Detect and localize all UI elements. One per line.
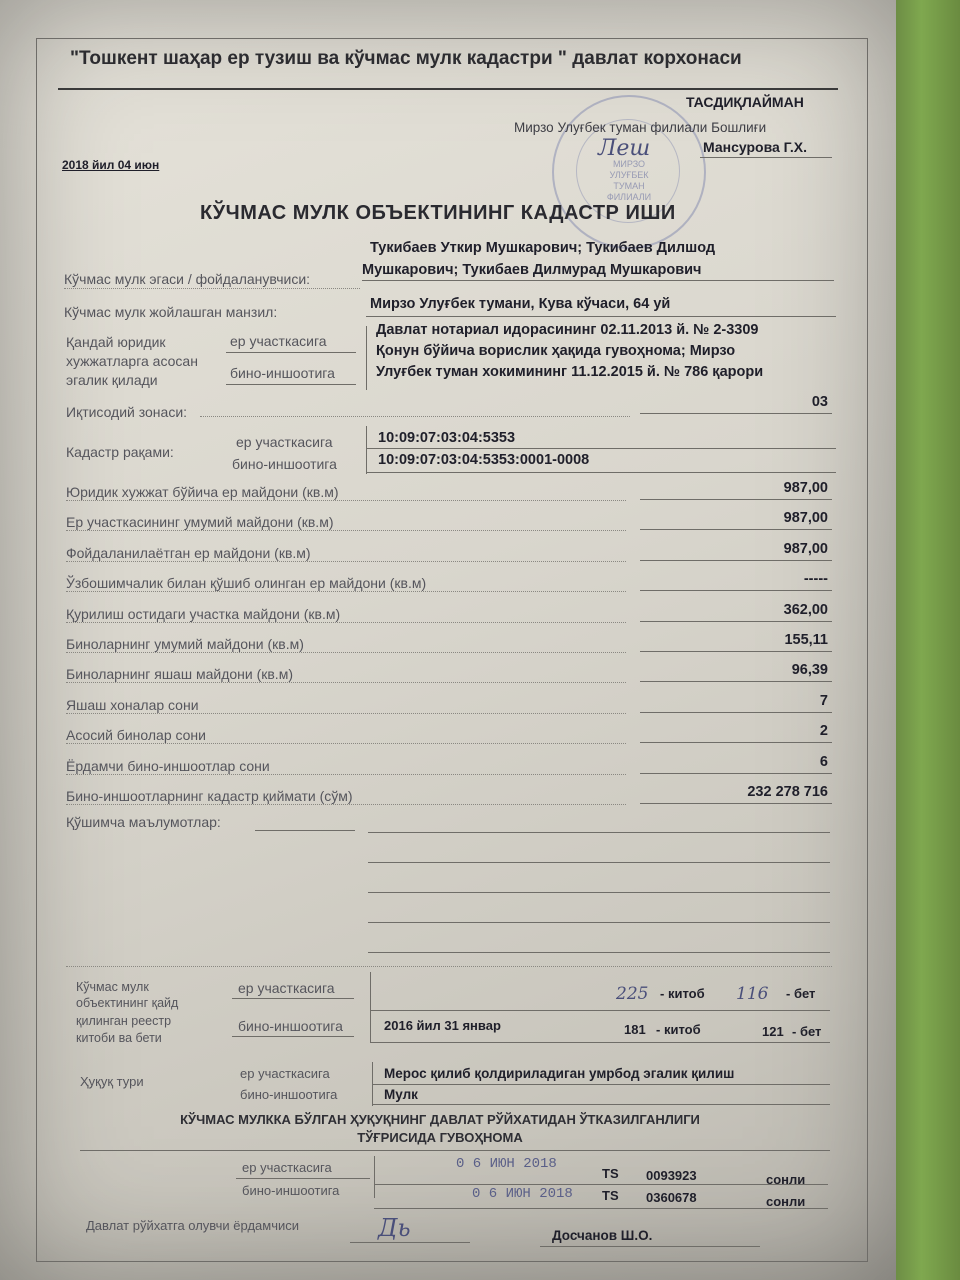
certificate-land-number: 0093923 [646,1168,697,1183]
legal-docs-label-3: эгалик қилади [66,372,158,388]
document-date: 2018 йил 04 июн [62,158,160,172]
additional-info-label: Қўшимча маълумотлар: [66,814,221,830]
row-value: 987,00 [783,510,828,526]
row-leader [66,774,626,775]
row-label: Ўзбошимчалик билан қўшиб олинган ер майдони (кв.м) [66,575,427,591]
registry-building-page-label: - бет [792,1024,822,1039]
row-label: Яшаш хоналар сони [66,697,199,713]
seal-text: МИРЗО УЛУҒБЕК ТУМАН ФИЛИАЛИ [606,159,652,202]
approver-title: Мирзо Улуғбек туман филиали Бошлиғи [514,120,767,135]
row-label: Асосий бинолар сони [66,727,206,743]
certificate-building-series: TS [602,1188,619,1203]
row-label: Юридик хужжат бўйича ер майдони (кв.м) [66,484,339,500]
registry-label-2: объектининг қайд [76,996,179,1010]
row-value: 6 [819,754,828,770]
background-folder [896,0,960,1280]
legal-docs-line-3: Улуғбек туман хокимининг 11.12.2015 й. № 786 қарори [376,364,764,380]
row-value: 96,39 [791,662,828,678]
row-value: ----- [803,571,828,587]
certificate-title-2: ТЎҒРИСИДА ГУВОҲНОМА [357,1130,523,1145]
row-underline [640,499,832,500]
right-type-label: Ҳуқуқ тури [80,1074,144,1089]
certificate-title-1: КЎЧМАС МУЛККА БЎЛГАН ҲУҚУҚНИНГ ДАВЛАТ РЎЙХАТИДАН ЎТКАЗИЛГАНЛИГИ [180,1112,700,1127]
address-label: Кўчмас мулк жойлашган манзил: [64,304,278,320]
owner-line-1: Тукибаев Уткир Мушкарович; Тукибаев Дилшод [370,240,716,256]
document-title: КЎЧМАС МУЛК ОБЪЕКТИНИНГ КАДАСТР ИШИ [200,202,676,224]
row-label: Биноларнинг умумий майдони (кв.м) [66,636,304,652]
row-underline [640,560,832,561]
legal-docs-line-1: Давлат нотариал идорасининг 02.11.2013 й. № 2-3309 [376,322,759,338]
legal-docs-sub-land: ер участкасига [230,333,327,349]
row-underline [640,590,832,591]
registrar-name: Досчанов Ш.О. [552,1228,653,1243]
signature-approver: Леш [598,136,651,161]
certificate-land-suffix: сонли [766,1172,806,1187]
registry-sub-building: бино-иншоотига [238,1018,343,1034]
approver-name: Мансурова Г.Х. [703,139,807,155]
registry-building-book: 181 [624,1022,646,1037]
cadastre-sub-land: ер участкасига [236,434,333,450]
cadastre-sub-building: бино-иншоотига [232,456,337,472]
row-leader [66,622,626,623]
row-underline [640,651,832,652]
legal-docs-label-2: хужжатларга асосан [66,353,198,369]
row-leader [66,713,626,714]
economic-zone-label: Иқтисодий зонаси: [66,404,188,420]
header-divider [58,88,838,90]
registry-land-book: 225 [616,984,649,1004]
certificate-sub-land: ер участкасига [242,1160,332,1175]
owner-line-2: Мушкарович; Тукибаев Дилмурад Мушкарович [362,262,702,278]
registry-building-date: 2016 йил 31 январ [384,1018,501,1033]
registrar-signature: Дь [378,1214,411,1242]
row-value: 7 [819,693,828,709]
certificate-land-series: TS [602,1166,619,1181]
row-underline [640,742,832,743]
certificate-land-date: 0 6 ИЮН 2018 [456,1156,557,1172]
registry-land-book-label: - китоб [660,986,705,1001]
row-value: 362,00 [783,602,828,618]
right-type-building-value: Мулк [384,1087,418,1102]
registry-label-3: қилинган реестр [76,1014,172,1028]
cadastre-land-value: 10:09:07:03:04:5353 [378,430,516,446]
registry-building-page: 121 [762,1024,784,1039]
row-underline [640,712,832,713]
row-underline [640,621,832,622]
row-value: 232 278 716 [747,784,828,800]
row-value: 987,00 [783,480,828,496]
registry-building-book-label: - китоб [656,1022,701,1037]
row-underline [640,773,832,774]
cadastre-building-value: 10:09:07:03:04:5353:0001-0008 [378,452,590,468]
registry-land-page-label: - бет [786,986,816,1001]
registrar-label: Давлат рўйхатга олувчи ёрдамчиси [86,1218,299,1233]
certificate-building-number: 0360678 [646,1190,697,1205]
certificate-building-suffix: сонли [766,1194,806,1209]
row-leader [66,804,626,805]
row-leader [66,561,626,562]
row-leader [66,682,626,683]
legal-docs-sub-building: бино-иншоотига [230,365,335,381]
row-value: 987,00 [783,541,828,557]
economic-zone-value: 03 [811,394,828,410]
right-type-land-value: Мерос қилиб қолдириладиган умрбод эгалик қилиш [384,1066,735,1081]
owner-label: Кўчмас мулк эгаси / фойдаланувчиси: [64,271,311,287]
row-underline [640,803,832,804]
row-label: Биноларнинг яшаш майдони (кв.м) [66,666,293,682]
row-label: Бино-иншоотларнинг кадастр қиймати (сўм) [66,788,353,804]
row-label: Қурилиш остидаги участка майдони (кв.м) [66,606,341,622]
address-value: Мирзо Улуғбек тумани, Кува кўчаси, 64 уй [370,296,671,312]
certificate-building-date: 0 6 ИЮН 2018 [472,1186,573,1202]
cadastre-label: Кадастр рақами: [66,444,174,460]
row-underline [640,529,832,530]
legal-docs-label-1: Қандай юридик [66,334,166,350]
right-type-sub-building: бино-иншоотига [240,1087,338,1102]
registry-sub-land: ер участкасига [238,980,335,996]
row-underline [640,681,832,682]
organization-header: "Тошкент шаҳар ер тузиш ва кўчмас мулк кадастри " давлат корхонаси [70,48,742,69]
row-label: Фойдаланилаётган ер майдони (кв.м) [66,545,311,561]
row-leader [66,652,626,653]
row-leader [66,743,626,744]
row-value: 2 [819,723,828,739]
official-seal [552,95,706,249]
row-leader [66,530,626,531]
certificate-sub-building: бино-иншоотига [242,1183,340,1198]
approve-label: ТАСДИҚЛАЙМАН [686,94,804,110]
row-value: 155,11 [784,632,828,648]
row-leader [66,591,626,592]
registry-label-4: китоби ва бети [76,1031,162,1045]
row-leader [66,500,626,501]
right-type-sub-land: ер участкасига [240,1066,330,1081]
row-label: Ёрдамчи бино-иншоотлар сони [66,758,270,774]
legal-docs-line-2: Қонун бўйича ворислик ҳақида гувоҳнома; Мирзо [376,343,736,359]
registry-label-1: Кўчмас мулк [76,980,149,994]
registry-land-page: 116 [736,984,769,1004]
row-label: Ер участкасининг умумий майдони (кв.м) [66,514,334,530]
